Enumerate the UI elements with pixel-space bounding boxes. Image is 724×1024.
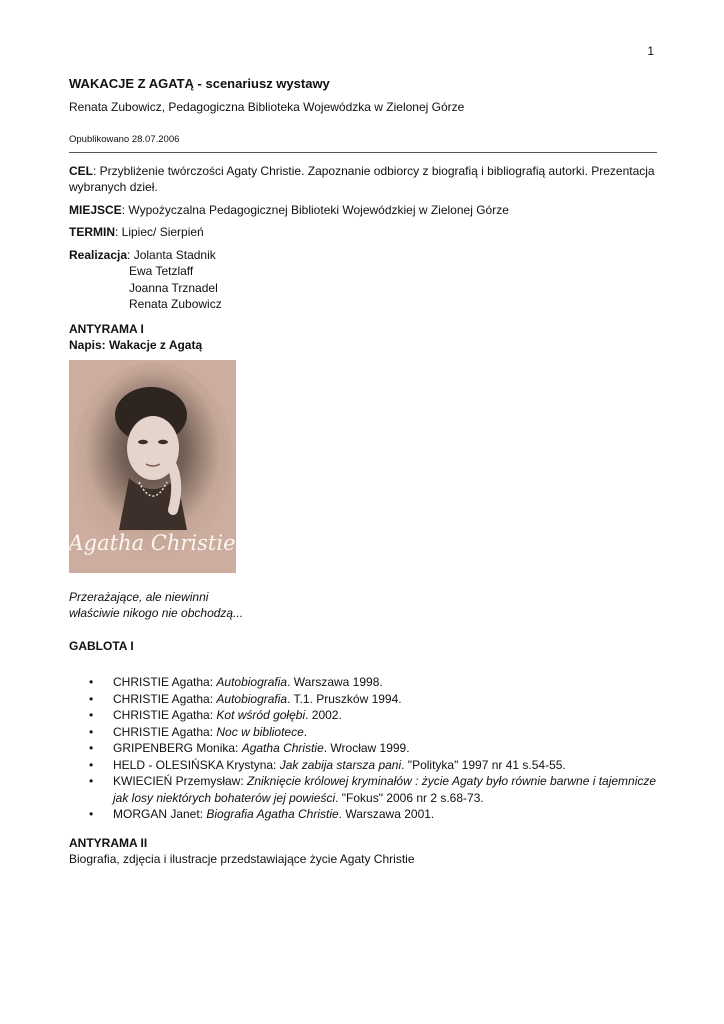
list-item: • CHRISTIE Agatha: Autobiografia. Warszawa 1998. [89, 675, 383, 689]
gablota-1-heading: GABLOTA I [69, 638, 134, 653]
realizacja-name: Renata Zubowicz [129, 297, 222, 311]
quote [69, 589, 657, 622]
bibliography-list [69, 674, 657, 823]
document-title: WAKACJE Z AGATĄ - scenariusz wystawy [69, 76, 330, 91]
signature-text: Agatha Christie [69, 530, 236, 555]
agatha-christie-portrait [69, 360, 236, 573]
antyrama-1-heading: ANTYRAMA I [69, 321, 144, 336]
list-item: • MORGAN Janet: Biografia Agatha Christie. Warszawa 2001. [89, 807, 435, 821]
divider [69, 152, 657, 153]
antyrama-2-text: Biografia, zdjęcia i ilustracje przedstawiające życie Agaty Christie [69, 852, 415, 866]
list-item: • KWIECIEŃ Przemysław: Zniknięcie królowej kryminałów : życie Agaty było równie barwne i tajemnicze jak losy niektórych bohaterów jej powieści. "Fokus" 2006 nr 2 s.68-73. [89, 774, 657, 805]
list-item: • GRIPENBERG Monika: Agatha Christie. Wrocław 1999. [89, 741, 410, 755]
realizacja-name: Joanna Trznadel [129, 280, 218, 295]
realizacja-label: Realizacja [69, 247, 128, 262]
termin-paragraph [69, 224, 657, 241]
list-item: • CHRISTIE Agatha: Noc w bibliotece. [89, 724, 308, 739]
realizacja-first: : Jolanta Stadnik [127, 247, 216, 262]
list-item: • CHRISTIE Agatha: Kot wśród gołębi. 2002. [89, 708, 342, 722]
page-number: 1 [647, 44, 654, 58]
quote-line-2: właściwie nikogo nie obchodzą... [69, 606, 244, 620]
list-item: • HELD - OLESIŃSKA Krystyna: Jak zabija starsza pani. "Polityka" 1997 nr 41 s.54-55. [89, 757, 566, 772]
termin-label: TERMIN [69, 225, 115, 239]
cel-label: CEL [69, 163, 93, 178]
publication-date: Opublikowano 28.07.2006 [69, 134, 180, 145]
realizacja-block [69, 247, 657, 313]
document-body [69, 76, 657, 868]
cel-text: : Przybliżenie twórczości Agaty Christie. Zapoznanie odbiorcy z biografią i bibliografią autorki. Prezentacja wybranych dzieł. [69, 163, 655, 194]
author-line: Renata Zubowicz, Pedagogiczna Biblioteka Wojewódzka w Zielonej Górze [69, 99, 465, 114]
antyrama-2-heading: ANTYRAMA II [69, 835, 148, 850]
miejsce-paragraph [69, 202, 657, 219]
list-item: • CHRISTIE Agatha: Autobiografia. T.1. Pruszków 1994. [89, 691, 402, 706]
quote-line-1: Przerażające, ale niewinni [69, 589, 209, 604]
miejsce-text: : Wypożyczalna Pedagogicznej Biblioteki Wojewódzkiej w Zielonej Górze [121, 202, 509, 217]
cel-paragraph [69, 163, 657, 196]
realizacja-name: Ewa Tetzlaff [129, 264, 194, 278]
miejsce-label: MIEJSCE [69, 202, 122, 217]
antyrama-1-napis: Napis: Wakacje z Agatą [69, 338, 203, 352]
termin-text: : Lipiec/ Sierpień [115, 225, 204, 239]
